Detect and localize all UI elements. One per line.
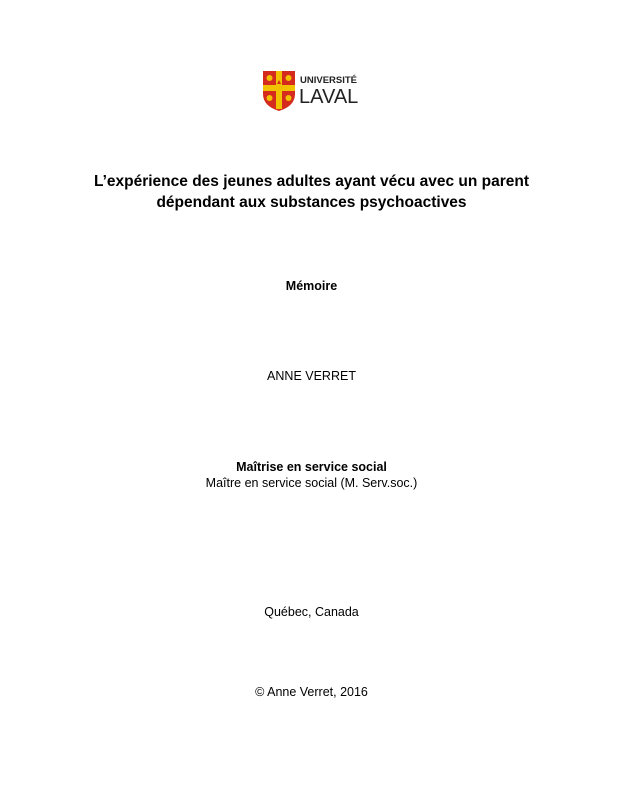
author-name: ANNE VERRET xyxy=(267,369,356,383)
logo-line-1: UNIVERSITÉ xyxy=(300,75,358,86)
degree-info xyxy=(0,459,623,491)
universite-laval-logo xyxy=(262,70,362,112)
thesis-title xyxy=(0,171,623,213)
place: Québec, Canada xyxy=(264,605,359,619)
logo-line-2: LAVAL xyxy=(299,86,359,108)
degree-program: Maîtrise en service social xyxy=(236,460,387,474)
thesis-title-line-1: L’expérience des jeunes adultes ayant vécu avec un parent xyxy=(93,173,530,190)
degree-title: Maître en service social (M. Serv.soc.) xyxy=(205,476,418,490)
shield-icon xyxy=(263,71,295,111)
copyright-notice: © Anne Verret, 2016 xyxy=(255,685,368,699)
thesis-title-line-2: dépendant aux substances psychoactives xyxy=(156,194,467,211)
document-type: Mémoire xyxy=(285,279,338,293)
